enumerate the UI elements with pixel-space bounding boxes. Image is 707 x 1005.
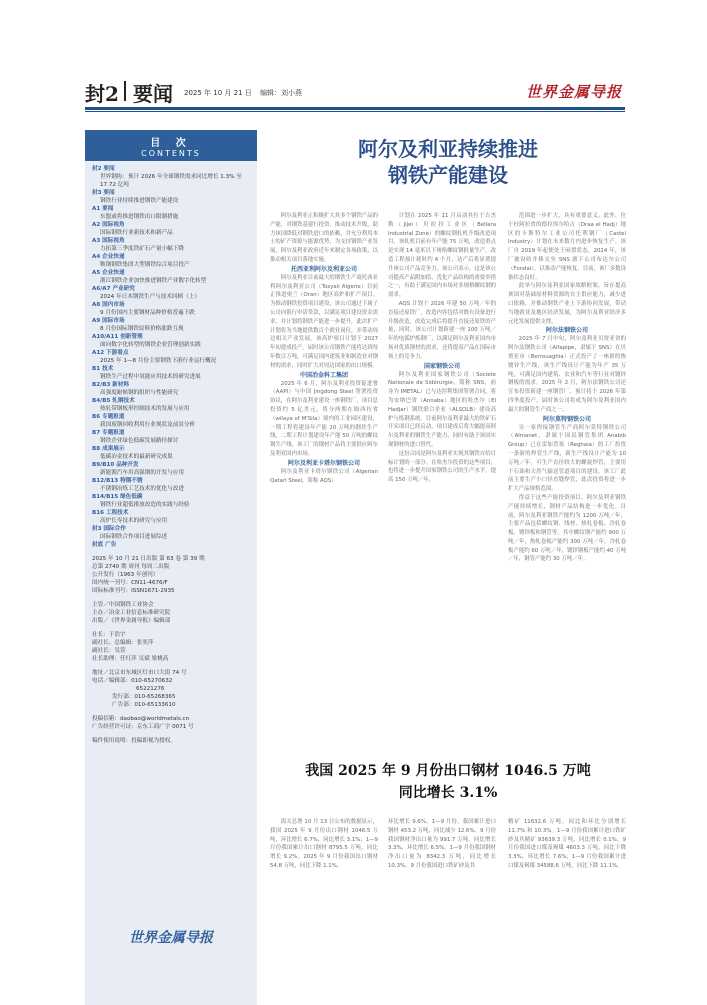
page-header xyxy=(0,78,707,112)
article1-column-1 xyxy=(270,212,378,752)
toc-entry: 钢铁生产过程中氢能应用技术的研究进展 xyxy=(100,374,201,380)
article1-paragraph: 此举与阿尔及利亚国家战略框架，旨在提高该国对基础原材料资源的自主供应能力，减少进口依赖，并推动钢铁产业上下游协同发展，带动当地就业及地区经济发展，为阿尔及利亚经济多元化发展提供支撑。 xyxy=(508,283,626,325)
article1-paragraph: 2025 年 6 月，阿尔及利亚投资促进署（AAPI）与中国 Jingdong Steel 签署投资协议，在阿尔及利亚建设一座钢铁厂，项目总投资约 5 亿美元，将分两期在姆西拉省（wilaya of M'Sila）境内的工业园区建设，一期工程将建设年产能 20 万吨的钢坯生产线，二期工程计划建设年产能 50 万吨的螺纹钢生产线，该工厂的钢材产品将主要供应阿尔及利亚国内市场。 xyxy=(270,380,378,457)
publisher-line: 主办／冶金工业信息标准研究院 xyxy=(92,610,171,616)
staff-info xyxy=(85,631,257,663)
contact-line: 地址／北京市东城区灯市口大街 74 号 xyxy=(92,670,187,676)
toc-entry: 2024 年日本钢铁生产与技术回顾（上） xyxy=(100,294,200,300)
toc-section-heading: A9 国际市场 xyxy=(92,318,125,324)
toc-section-heading: B12/B13 特钢不锈 xyxy=(92,478,143,484)
article2-headline xyxy=(270,760,626,804)
toc-section-heading: 封底 广告 xyxy=(92,542,117,548)
publisher-line: 出版／《世界金属导报》编辑部 xyxy=(92,618,171,624)
contact-line: 发行部：010-65268365 xyxy=(112,694,176,700)
toc-section-heading: A1 要闻 xyxy=(92,206,114,212)
section-name: 要闻 xyxy=(133,82,173,106)
toc-section-heading: A2 国际视角 xyxy=(92,222,125,228)
article2-title-line2: 同比增长 3.1% xyxy=(398,785,498,801)
toc-footer-logo: 世界金属导报 xyxy=(129,930,213,946)
article1-paragraph: 计划在 2025 年 11 月启动其位于吉杰勒（Jijel）贝拉拉工业区（Bellara Industrial Zone）的螺纹钢轧机升级改造项目，该轧机目前有年产能 75 万吨，改造重点是实现 14 毫米以下规格螺纹钢批量生产，改造工程预计耗时约 4 个月，达产后将显著提升该公司产品竞争力。该公司表示，这是该公司提高产品附加值、优化产品结构的重要举措之一，有助于满足国内市场对多规格螺纹钢的需求。 xyxy=(388,213,496,299)
newspaper-logo: 世界金属导报 xyxy=(526,83,623,101)
toc-entry: 钢铁行业持续推进钢铁产能建设 xyxy=(100,198,179,204)
toc-section-heading: B8 成果展示 xyxy=(92,446,125,452)
publisher-info xyxy=(85,601,257,625)
article1-subheading: 国家钢铁公司 xyxy=(423,362,460,370)
table-of-contents xyxy=(85,130,257,1005)
article1-paragraph: 得益于这些产能投资项目，阿尔及利亚钢铁产能持续增长，钢材产品结构进一步优化。目前，阿尔及利亚钢铁产能约为 1200 万吨／年，主要产品包括螺纹钢、线材、热轧卷板、冷轧卷板、镀锌板和钢管等，其中螺纹钢产能约 900 万吨／年，热轧卷板产能约 300 万吨／年，冷轧卷板产能约 60 万吨／年，镀锌钢板产能约 40 万吨／年，钢管产能约 30 万吨／年。 xyxy=(508,494,626,563)
section-number: 封2 xyxy=(85,82,119,106)
article1-paragraph: 这份合同是阿尔及利亚实现其钢铁自给目标计划的一部分。在哈杰尔投资的这些项目，也将进一步提升国家钢铁公司的生产水平，提高 150 万吨／年。 xyxy=(388,450,496,484)
toc-entry: 2025 年 1—8 月份主要钢铁下游行业运行概况 xyxy=(100,358,217,364)
article2-paragraph: 海关总署 10 月 13 日公布的数据显示，我国 2025 年 9 月份出口钢材 1046.5 万吨，环比增长 6.7%，同比增长 3.1%；1—9 月份我国累计出口钢材 8795.5 万吨，同比增长 9.2%。2025 年 9 月份我国出口钢材 54.8 万吨，同比下降 1.1%， xyxy=(270,819,378,869)
article2-column-3 xyxy=(508,818,626,968)
article1-column-3 xyxy=(508,212,626,752)
toc-title: 目 次 xyxy=(150,138,192,149)
article2-column-1 xyxy=(270,818,378,968)
toc-entry: 面向数字化转型的钢铁企业管理创新实践 xyxy=(100,342,201,348)
section-divider xyxy=(124,81,126,101)
article1-subheading: 阿尔莫特钢铁公司 xyxy=(542,415,591,423)
email-line: 广告经营许可证：京东工商广字 0071 号 xyxy=(92,724,194,730)
toc-entry: 我国废钢回收利用行业现状及前景分析 xyxy=(100,422,196,428)
toc-entry: 钢铁企业绿色低碳发展路径探讨 xyxy=(100,438,179,444)
article1-paragraph: 范围进一步扩大，具有重要意义。此外，位于杜阿拉省的德拉埃尔哈吉（Draa el Hadj）地区的卡斯特尔工业公司托利钢厂（Castel Industry）计划在未来数月内进步恢复生产。该厂自 2019 年起便处于闲置状态，2024 年，该厂被设收并移交至 SNS 旗下公司布达尔公司（Fondal），以推动产能恢复，目前，该厂多数设备状态良好。 xyxy=(508,213,626,281)
contact-line: 电话／编辑部：010-65270632 xyxy=(92,678,173,684)
toc-section-heading: B9/B10 品种开发 xyxy=(92,462,139,468)
toc-header xyxy=(85,130,257,161)
toc-entry: 国际钢铁合作项目进展综述 xyxy=(100,534,168,540)
issue-info xyxy=(85,555,257,595)
article2-column-2 xyxy=(388,818,496,968)
article1-subheading: 中国冶金科工集团 xyxy=(299,371,348,379)
toc-entry: 浙江钢铁企业加快推进钢铁产业数字化转型 xyxy=(100,278,207,284)
article2-paragraph: 精矿 11632.6 万吨，同比和环比分别增长 11.7% 和 10.3%。1—9 月份我国累计进口铁矿砂及其精矿 93639.3 万吨，同比增长 0.1%。9 月份我国进口煤及褐煤 4603.3 万吨，同比下降 3.3%，环比增长 7.6%；1—9 月份我国累计进口煤及褐煤 34588.6 万吨，同比下降 11.1%。 xyxy=(508,819,626,869)
article1-paragraph: 阿尔及利亚国家钢铁公司（Societe Nationale de Sidérurgie，简称 SNS，前身为 IMETAL）已与达涅利集团签署合同，将为安纳巴省（Annaba）地区的哈杰尔（El Hadjar）钢铁联合企业（ALSOLB）建设高炉与炼钢系统。目前阿尔及利亚最大的铁矿石开采项目已经启动，项目建成后将大幅提高阿尔及利亚的钢铁生产能力，同时有助于该国实现钢材的进口替代。 xyxy=(388,371,496,448)
article1-subheading: 阿尔法钢铁公司 xyxy=(545,327,588,335)
article1-subheading: 托西亚利阿尔及利亚公司 xyxy=(290,265,357,273)
toc-section-heading: A10/A11 创新管理 xyxy=(92,334,143,340)
issue-line: 2025 年 10 月 21 日出版 第 63 卷 第 39 期 xyxy=(92,556,205,562)
toc-section-heading: B1 技术 xyxy=(92,366,114,372)
usage-note: 稿件使用说明：投稿即视为授权。 xyxy=(92,738,176,744)
issue-date: 2025 年 10 月 21 日 xyxy=(184,89,252,97)
toc-entry: 钢铁行业超低排放改造的实践与经验 xyxy=(100,502,190,508)
staff-line: 社长助理：任红萍 吴斌 梁桃高 xyxy=(92,656,169,662)
toc-section-heading: B7 专题报道 xyxy=(92,430,125,436)
toc-entry: 9 月份国内主要钢材品种价格普遍下跌 xyxy=(100,310,195,316)
toc-entry: 新能源汽车用高强钢的开发与应用 xyxy=(100,470,184,476)
toc-section-heading: 封3 国际合作 xyxy=(92,526,126,532)
toc-section-heading: B14/B15 绿色低碳 xyxy=(92,494,143,500)
toc-list xyxy=(85,161,257,549)
toc-section-heading: A8 国内市场 xyxy=(92,302,125,308)
article1-paragraph: 阿尔及利亚卡塔尔钢铁公司（Algerian Qatari Steel，简称 AQS） xyxy=(270,468,378,484)
article1-title-line2: 钢铁产能建设 xyxy=(388,163,508,187)
staff-line: 副社长：吴萱 xyxy=(92,648,126,654)
article1-paragraph: 阿尔及利亚目前最大的钢铁生产商托西亚利阿尔及利亚公司（Tosyali Algerie）目前正推进奥兰（Oran）地区高炉和扩产项目。为推动钢铁投资项目建设，该公司通过下属子公司向银行申请贷款，以满足项目建设资金需求，并计划将钢铁产能进一步提升，此次扩产计划将为当地提供数百个就业岗位，并带动周边相关产业发展。该高炉项目计划于 2027 年初建成投产，届时该公司钢铁产能将达到每年数百万吨，可满足国内建筑业和制造业对钢材的需求，同时扩大对周边国家的出口规模。 xyxy=(270,274,378,369)
issue-line: 国内统一刊号：CN11-4676/F xyxy=(92,580,168,586)
article1-column-2 xyxy=(388,212,496,752)
email-info xyxy=(85,715,257,731)
toc-section-heading: 封3 要闻 xyxy=(92,190,115,196)
toc-section-heading: 封2 要闻 xyxy=(92,166,115,172)
toc-entry: 高强度耐候钢的组织与性能研究 xyxy=(100,390,179,396)
toc-entry: 国际钢铁行业新技术和新产品 xyxy=(100,230,173,236)
article1-paragraph: 2025 年 7 月中旬，阿尔及利亚贝贾亚省的阿尔法钢铁公司（Alfapipe，隶属于 SNS）在贝贾亚市（Berrouaghia）正式投产了一座新的热镀锌生产线，该生产线设计产能为年产 35 万吨，可满足国内建筑、农业和汽车等行业对镀锌钢板的需求。2025 年 2 月，阿尔法钢铁公司还宣布投资新建一座钢管厂，预计将于 2026 年第四季度投产，届时该公司将成为阿尔及利亚国内最大的钢管生产商之一。 xyxy=(508,336,626,413)
toc-entry: 低碳冶金技术的最新研究成果 xyxy=(100,454,173,460)
toc-section-heading: A3 国际视角 xyxy=(92,238,125,244)
toc-section-heading: A6/A7 产业研究 xyxy=(92,286,135,292)
header-rule xyxy=(85,107,625,110)
article2-title-line1: 我国 2025 年 9 月份出口钢材 1046.5 万吨 xyxy=(305,763,591,779)
header-rule-thin xyxy=(85,111,625,112)
toc-entry: 东盟或将推进钢铁出口限制措施 xyxy=(100,214,179,220)
article1-paragraph: 另一家焊接钢管生产商阿尔莫特钢铁公司（Almanet，隶属于国民钢管集团 Anabib Group）已在雷加普塞（Reghaia）的工厂投资一条新的焊管生产线，新生产线设计产能为 10 万吨／年，可生产直径较大的螺旋焊管，主要用于石油和天然气输送管道项目的建设。该工厂此前主要生产小口径直缝焊管，此次投资将进一步扩大产品规格范围。 xyxy=(508,424,626,493)
article2-paragraph: 环比增长 9.6%。1—9 月份，我国累计进口钢材 453.2 万吨，同比减少 12.6%。9 月份我国钢材净出口量为 991.7 万吨，同比增长 3.3%，环比增长 6.5%。1—9 月份我国钢材净出口量为 8342.3 万吨，同比增长 10.3%。9 月份我国进口铁矿砂及其 xyxy=(388,819,496,869)
article1-subheading: 阿尔及利亚卡塔尔钢铁公司 xyxy=(287,459,360,467)
toc-subtitle: CONTENTS xyxy=(141,149,201,158)
toc-entry: 力拓第三季度铁矿石产量小幅下降 xyxy=(100,246,184,252)
toc-section-heading: B4/B5 轧钢技术 xyxy=(92,398,135,404)
toc-entry: 热轧带钢板形控制技术的发展与应用 xyxy=(100,406,190,412)
contact-line: 广告部：010-65133610 xyxy=(112,702,176,708)
issue-line: 公开发行（1963 年创刊） xyxy=(92,572,159,578)
issue-line: 总第 2740 期 周刊 每周二出版 xyxy=(92,564,170,570)
toc-section-heading: B2/B3 新材料 xyxy=(92,382,130,388)
toc-entry: 不锈钢冶炼工艺技术的优化与改进 xyxy=(100,486,184,492)
contact-line: 65221276 xyxy=(136,686,165,692)
toc-section-heading: A12 下游看点 xyxy=(92,350,129,356)
issue-line: 国际标准刊号：ISSN1671-2935 xyxy=(92,588,175,594)
toc-entry: 世界钢协：预计 2026 年全球钢铁需求同比增长 1.3% 至 17.72 亿吨 xyxy=(100,174,242,188)
toc-entry: 高炉长寿技术的研究与应用 xyxy=(100,518,168,524)
toc-section-heading: A4 企业快递 xyxy=(92,254,125,260)
article1-paragraph: AQS 计划于 2026 年建 50 万吨／年的直接还原铁厂，改造内容包括对既有设备进行升级改造，改造完成后将提升直接还原铁的产量，同时，该公司计划新建一座 100 万吨／年的电弧炉炼钢厂，以满足阿尔及利亚国内市场对优质钢材的需求，还将提高产品在国际市场上的竞争力。 xyxy=(388,300,496,360)
staff-line: 社长：于浩宇 xyxy=(92,632,126,638)
staff-line: 副社长、总编辑：张奕萍 xyxy=(92,640,154,646)
toc-entry: 鞍钢钢铁集团大型钢铁综合项目投产 xyxy=(100,262,190,268)
publisher-line: 主管／中国钢铁工业协会 xyxy=(92,602,154,608)
article1-headline xyxy=(270,136,626,188)
article1-paragraph: 阿尔及利亚正积极扩大其多个钢铁产品的产能，对钢铁基建行投资，推动技术升级，助力该国降低对钢铁进口的依赖，并允分利用本土的矿产资源与能源优势，为支持钢铁产业发展，阿尔及利亚政府近年来制定各项政策，以推动相关项目落地实施。 xyxy=(270,213,378,263)
toc-entry: 8 月份国际钢铁原料价格涨跌互现 xyxy=(100,326,184,332)
editor-credit: 编辑：刘小燕 xyxy=(260,89,302,97)
email-line: 投稿信箱：daobao@worldmetals.cn xyxy=(92,716,190,722)
article1-title-line1: 阿尔及利亚持续推进 xyxy=(358,137,538,161)
contact-info xyxy=(85,669,257,709)
toc-section-heading: B16 工程技术 xyxy=(92,510,129,516)
toc-section-heading: B6 专题报道 xyxy=(92,414,125,420)
toc-section-heading: A5 企业快递 xyxy=(92,270,125,276)
